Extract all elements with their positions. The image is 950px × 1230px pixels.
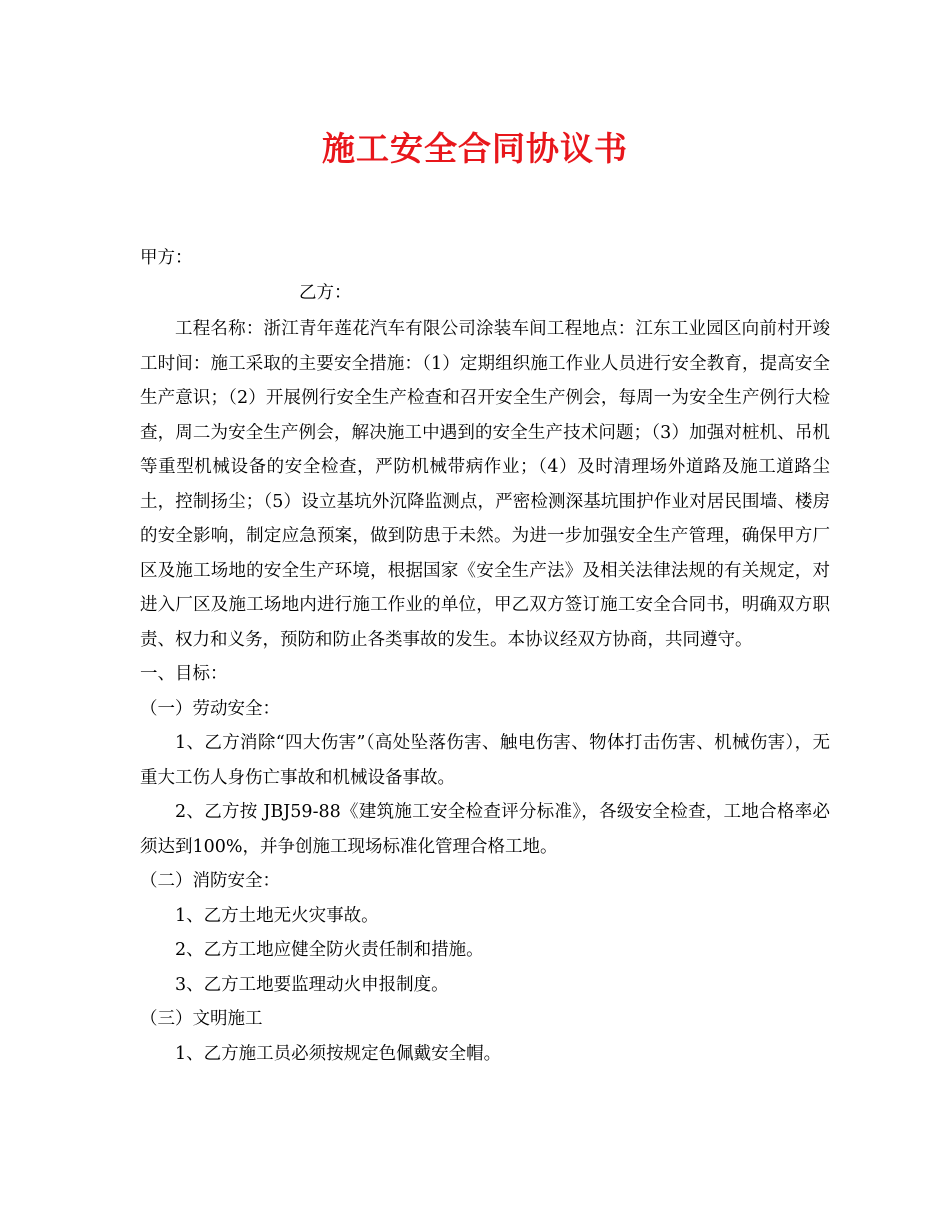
intro-paragraph: 工程名称：浙江青年莲花汽车有限公司涂装车间工程地点：江东工业园区向前村开竣工时间：施工采取的主要安全措施：（1）定期组织施工作业人员进行安全教育，提高安全生产意识；（2）开展例行安全生产检查和召开安全生产例会，每周一为安全生产例行大检查，周二为安全生产例会，解决施工中遇到的安全生产技术问题；（3）加强对桩机、吊机等重型机械设备的安全检查，严防机械带病作业；（4）及时清理场外道路及施工道路尘土，控制扬尘；（5）设立基坑外沉降监测点，严密检测深基坑围护作业对居民围墙、楼房的安全影响，制定应急预案，做到防患于未然。为进一步加强安全生产管理，确保甲方厂区及施工场地的安全生产环境，根据国家《安全生产法》及相关法律法规的有关规定，对进入厂区及施工场地内进行施工作业的单位，甲乙双方签订施工安全合同书，明确双方职责、权力和义务，预防和防止各类事故的发生。本协议经双方协商，共同遵守。 — [140, 319, 830, 650]
document-body — [140, 312, 830, 1071]
party-a-label: 甲方： — [140, 248, 193, 268]
civilized-construction-item-1: 1、乙方施工员必须按规定色佩戴安全帽。 — [175, 1043, 502, 1064]
labor-safety-item-1: 1、乙方消除“四大伤害”（高处坠落伤害、触电伤害、物体打击伤害、机械伤害），无重大工伤人身伤亡事故和机械设备事故。 — [140, 733, 830, 788]
fire-safety-item-3: 3、乙方工地要监理动火申报制度。 — [175, 974, 449, 995]
subsection-heading-labor-safety: （一）劳动安全： — [140, 698, 280, 719]
subsection-heading-fire-safety: （二）消防安全： — [140, 871, 280, 891]
section-heading-goals: 一、目标： — [140, 664, 228, 684]
fire-safety-item-1: 1、乙方土地无火灾事故。 — [175, 905, 379, 926]
document-title: 施工安全合同协议书 — [322, 129, 628, 168]
labor-safety-item-2: 2、乙方按 JBJ59-88《建筑施工安全检查评分标准》，各级安全检查，工地合格率必须达到100%，并争创施工现场标准化管理合格工地。 — [140, 802, 830, 857]
fire-safety-item-2: 2、乙方工地应健全防火责任制和措施。 — [175, 940, 484, 960]
party-b-label: 乙方： — [299, 283, 352, 303]
subsection-heading-civilized-construction: （三）文明施工 — [140, 1009, 263, 1029]
